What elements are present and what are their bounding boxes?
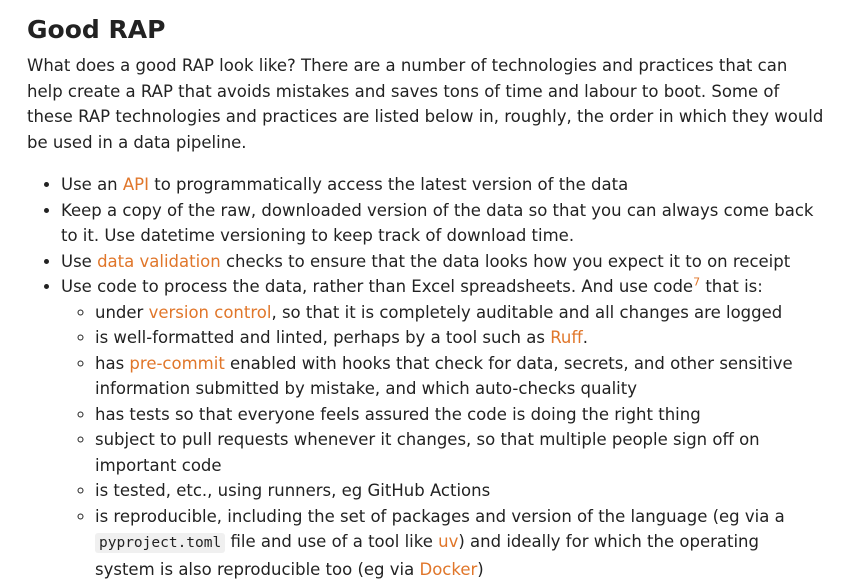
list-item-text: to programmatically access the latest version of the data: [149, 175, 629, 194]
api-link[interactable]: API: [122, 175, 149, 194]
intro-paragraph: What does a good RAP look like? There are a number of technologies and practices that can help create a RAP that avoids mistakes and saves tons of time and labour to boot. Some of these RAP technologies and practices are listed below in, roughly, the order in which they would be used in a data pipeline.: [27, 56, 824, 152]
docker-link[interactable]: Docker: [419, 559, 478, 579]
list-item-validation: [61, 249, 818, 275]
sub-item-pull-requests: [95, 427, 818, 478]
pyproject-code: pyproject.toml: [95, 533, 225, 553]
uv-link[interactable]: uv: [438, 532, 459, 551]
pre-commit-link[interactable]: pre-commit: [129, 353, 225, 373]
sub-item-text: subject to pull requests whenever it changes, so that multiple people sign off on important code: [95, 430, 760, 475]
rap-practices-list: [27, 172, 818, 579]
sub-item-text: is reproducible, including the set of packages and version of the language (eg via a: [95, 506, 785, 526]
sub-item-text: has: [95, 353, 130, 373]
list-item-api: [61, 172, 818, 198]
list-item-text: Keep a copy of the raw, downloaded version of the data so that you can always come back to it. Use datetime versioning to keep track of download time.: [61, 200, 814, 245]
sub-item-reproducible: [95, 504, 818, 579]
sub-item-text: .: [582, 328, 589, 347]
list-item-use-code: [61, 274, 818, 579]
sub-item-tests: [95, 402, 818, 428]
sub-item-linting: [95, 325, 818, 351]
version-control-link[interactable]: version control: [148, 302, 272, 322]
data-validation-link[interactable]: data validation: [97, 251, 221, 271]
list-item-raw-copy: [61, 198, 818, 249]
sub-item-pre-commit: [95, 351, 818, 402]
sub-item-text: ) and ideally for which the operating system is also reproducible too (eg via: [95, 532, 759, 579]
sub-item-text: ): [477, 559, 484, 579]
sub-item-text: is well-formatted and linted, perhaps by a tool such as: [95, 328, 551, 347]
sub-item-text: enabled with hooks that check for data, secrets, and other sensitive information submitted by mistake, and which auto-checks quality: [95, 353, 793, 398]
sub-item-version-control: [95, 300, 818, 326]
sub-item-text: file and use of a tool like: [225, 532, 439, 551]
ruff-link[interactable]: Ruff: [550, 328, 583, 347]
sub-item-runners: [95, 478, 818, 504]
list-item-text: checks to ensure that the data looks how you expect it to on receipt: [220, 251, 791, 271]
code-qualities-list: [61, 300, 818, 579]
section-title: Good RAP: [27, 15, 166, 44]
sub-item-text: has tests so that everyone feels assured the code is doing the right thing: [95, 404, 701, 424]
list-item-text: that is:: [700, 277, 763, 296]
list-item-text: Use an: [61, 175, 123, 194]
sub-item-text: , so that it is completely auditable and all changes are logged: [271, 302, 783, 322]
sub-item-text: under: [95, 302, 149, 322]
list-item-text: Use: [61, 251, 98, 271]
sub-item-text: is tested, etc., using runners, eg GitHub Actions: [95, 481, 491, 500]
footnote-link[interactable]: 7: [693, 275, 701, 289]
list-item-text: Use code to process the data, rather than Excel spreadsheets. And use code: [61, 277, 694, 296]
